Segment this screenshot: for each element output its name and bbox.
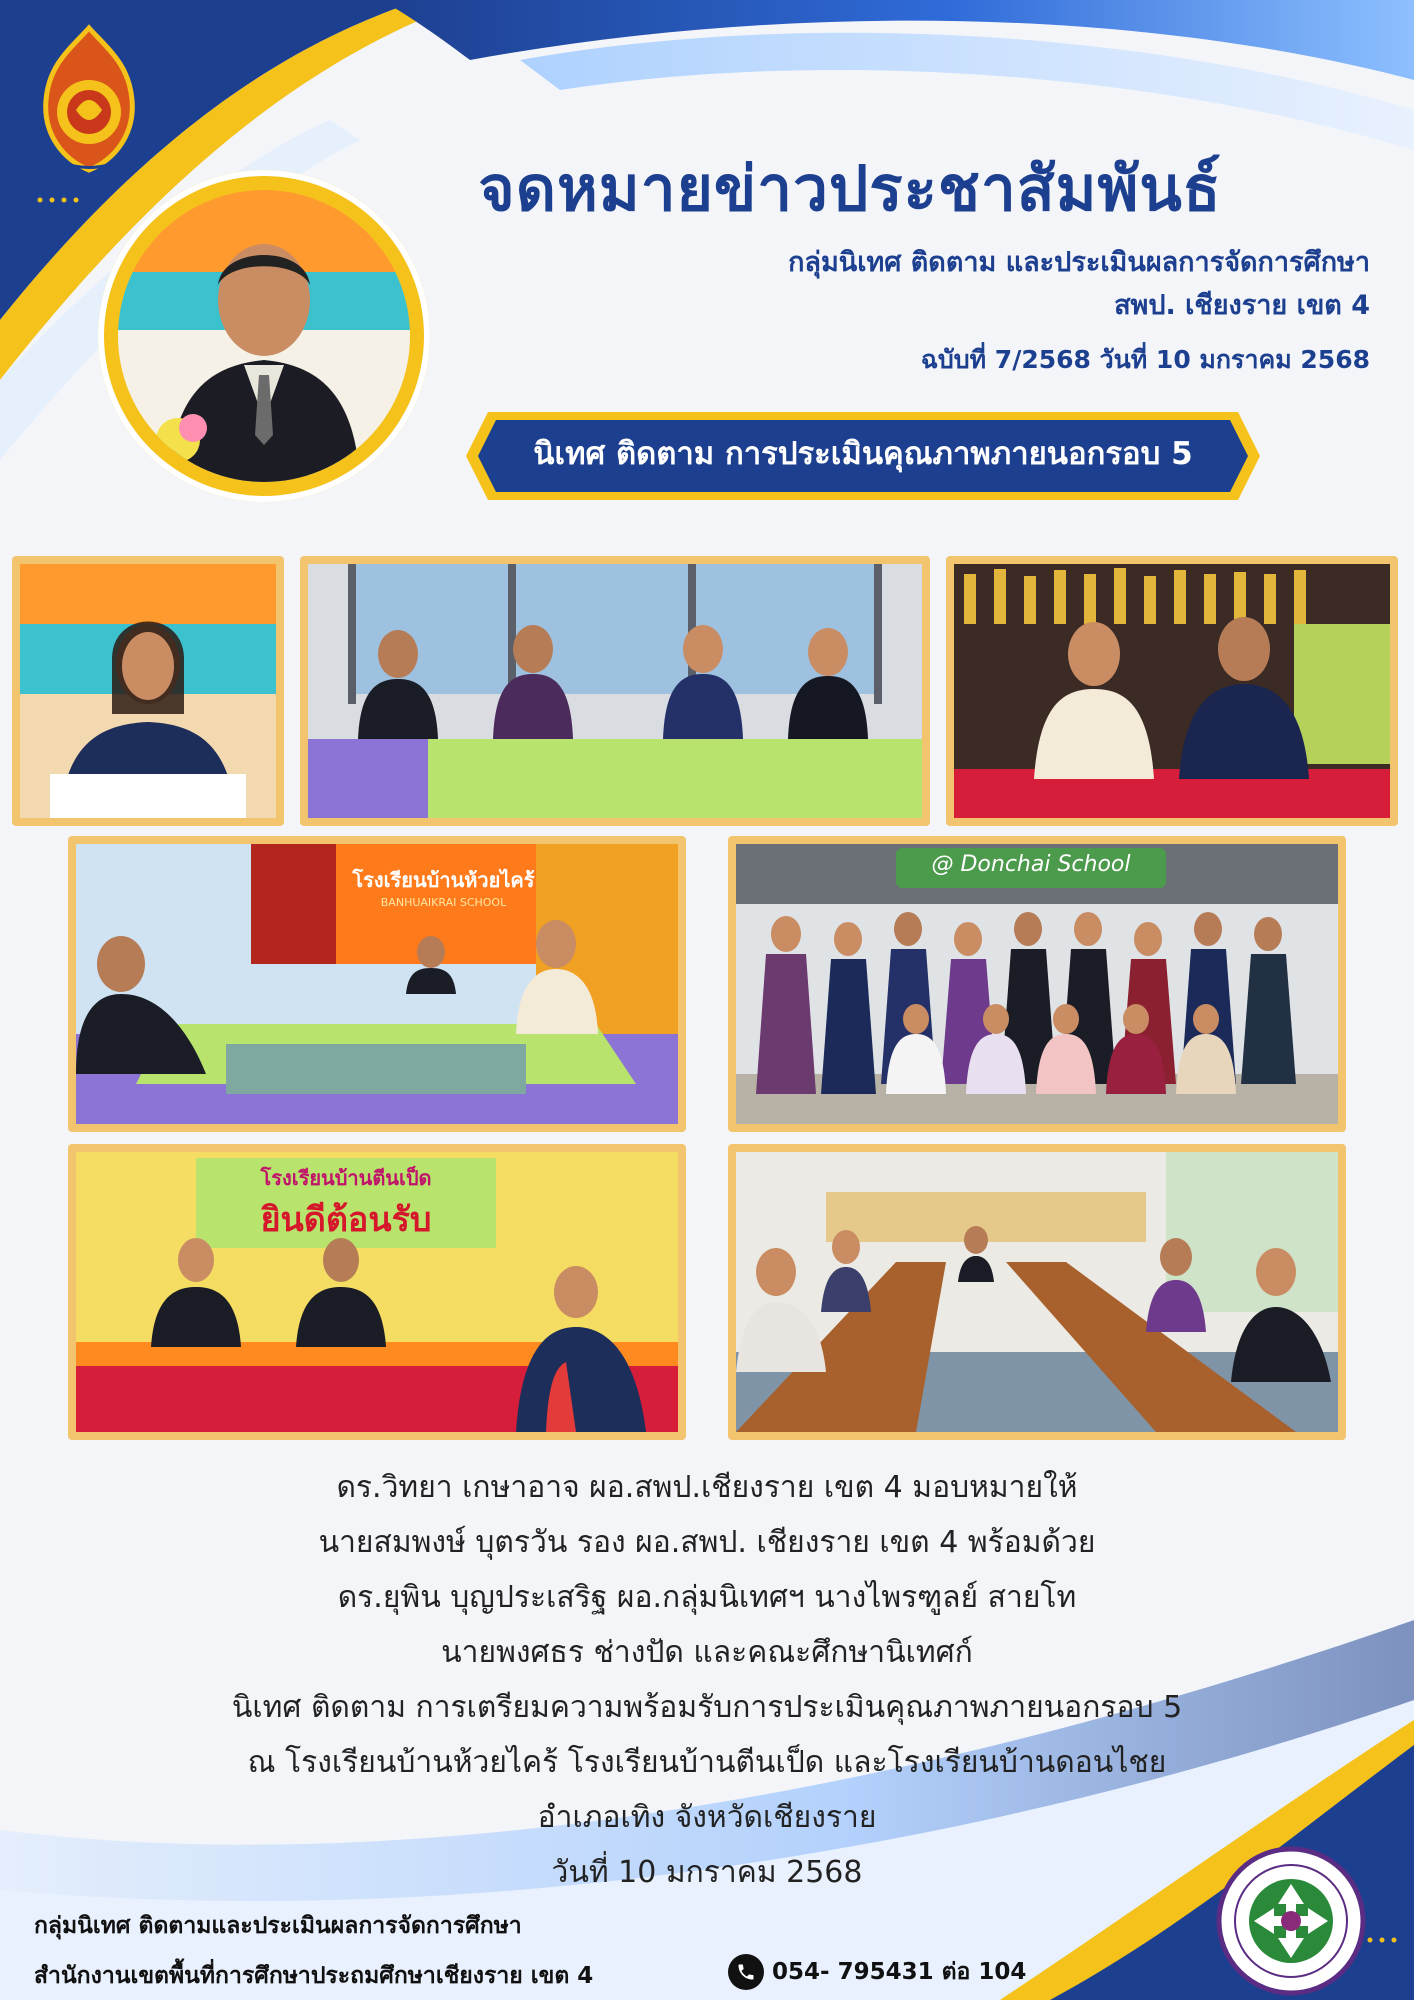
office-emblem-logo: [14, 20, 164, 190]
school-sign-banhuaikrai: โรงเรียนบ้านห้วยไคร้: [352, 868, 535, 892]
phone-number: 054- 795431 ต่อ 104: [772, 1959, 1027, 1985]
office-name: สพป. เชียงราย เขต 4: [1114, 290, 1370, 321]
body-line-6: ณ โรงเรียนบ้านห้วยไคร้ โรงเรียนบ้านตีนเป็ด และโรงเรียนบ้านดอนไชย: [247, 1745, 1167, 1780]
school-sign-banhuaikrai-en: BANHUAIKRAI SCHOOL: [380, 896, 507, 909]
headline-text: นิเทศ ติดตาม การประเมินคุณภาพภายนอกรอบ 5: [533, 436, 1193, 472]
welcome-sign: ยินดีต้อนรับ: [260, 1200, 432, 1240]
photo-two-officials-with-trophies: [946, 556, 1398, 826]
photo-group-donchai-school: [728, 836, 1346, 1132]
director-portrait-photo: [118, 190, 410, 482]
footer-office: สำนักงานเขตพื้นที่การศึกษาประถมศึกษาเชียงราย เขต 4: [34, 1963, 594, 1989]
issue-number-date: ฉบับที่ 7/2568 วันที่ 10 มกราคม 2568: [920, 345, 1370, 374]
news-body: [60, 1460, 1354, 1900]
photo-supervisor-at-desk: [12, 556, 284, 826]
photo-meeting-bantinped-school: [68, 1144, 686, 1440]
department-name: กลุ่มนิเทศ ติดตาม และประเมินผลการจัดการศึกษา: [788, 247, 1370, 278]
school-sign-bantinped: โรงเรียนบ้านตีนเป็ด: [260, 1166, 432, 1190]
body-line-2: นายสมพงษ์ บุตรวัน รอง ผอ.สพป. เชียงราย เขต 4 พร้อมด้วย: [318, 1525, 1096, 1560]
footer-department: กลุ่มนิเทศ ติดตามและประเมินผลการจัดการศึกษา: [34, 1913, 522, 1939]
phone-icon: [728, 1954, 764, 1990]
body-line-3: ดร.ยุพิน บุญประเสริฐ ผอ.กลุ่มนิเทศฯ นางไพรฑูลย์ สายโท: [337, 1580, 1077, 1615]
body-line-7: อำเภอเทิง จังหวัดเชียงราย: [537, 1800, 877, 1835]
body-line-8: วันที่ 10 มกราคม 2568: [551, 1855, 863, 1890]
body-line-1: ดร.วิทยา เกษาอาจ ผอ.สพป.เชียงราย เขต 4 มอบหมายให้: [336, 1470, 1078, 1505]
footer-phone: [728, 1952, 1026, 1992]
newsletter-title: จดหมายข่าวประชาสัมพันธ์: [478, 152, 1222, 225]
photo-meeting-banhuaikrai-school: [68, 836, 686, 1132]
photo-team-at-table: [300, 556, 930, 826]
body-line-4: นายพงศธร ช่างปัด และคณะศึกษานิเทศก์: [441, 1635, 973, 1670]
photo-meeting-long-tables: [728, 1144, 1346, 1440]
body-line-5: นิเทศ ติดตาม การเตรียมความพร้อมรับการประเมินคุณภาพภายนอกรอบ 5: [231, 1690, 1183, 1725]
supervision-unit-seal-logo: [1216, 1846, 1366, 1996]
school-sign-donchai: @ Donchai School: [931, 852, 1131, 877]
